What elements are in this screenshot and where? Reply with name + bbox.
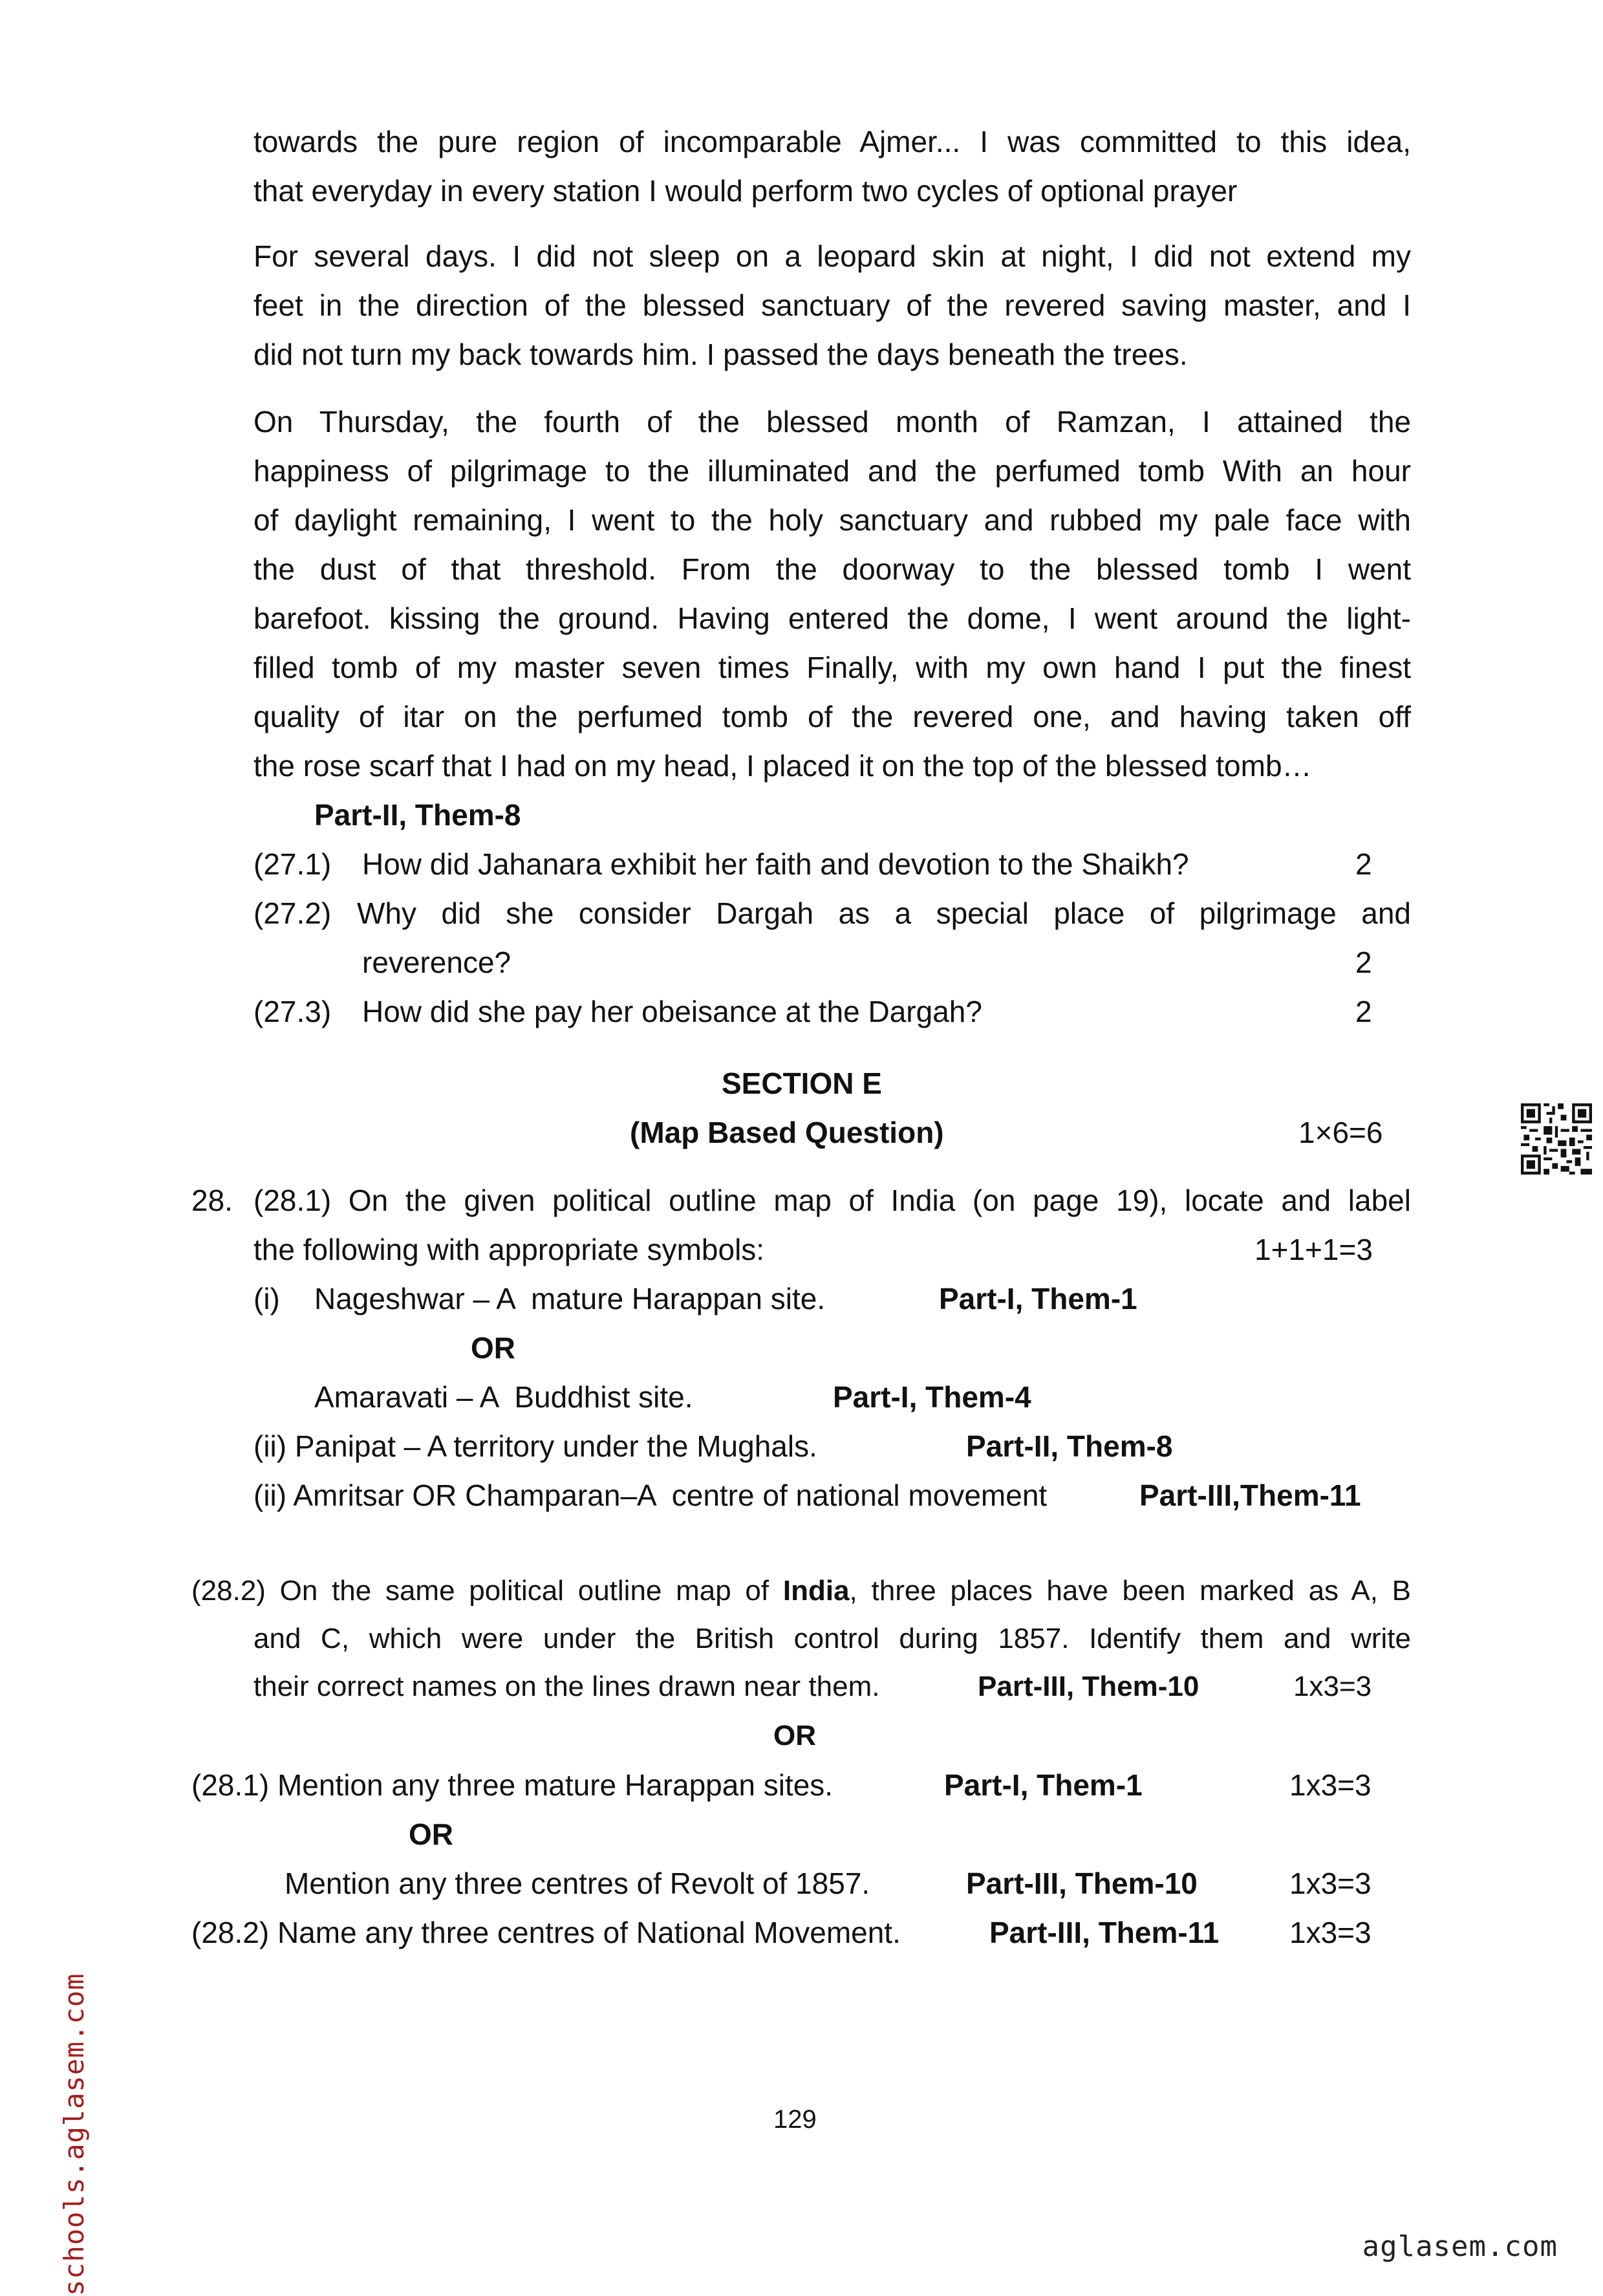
marks: 2: [1355, 946, 1372, 979]
qr-code-icon: [1521, 1103, 1592, 1175]
marks: 1x3=3: [1289, 1768, 1372, 1802]
or-label: OR: [409, 1817, 453, 1851]
passage-line: For several days. I did not sleep on a leopard skin at night, I did not extend my: [253, 239, 1411, 273]
passage-line: feet in the direction of the blessed sanctuary of the revered saving master, and I: [253, 288, 1411, 322]
question-number: (27.3): [253, 995, 332, 1028]
question-number: (27.1): [253, 847, 332, 881]
item-reference: Part-I, Them-4: [833, 1380, 1031, 1414]
passage-reference: Part-II, Them-8: [314, 798, 521, 832]
item-reference: Part-III, Them-10: [966, 1867, 1198, 1900]
item-reference: Part-III,Them-11: [1139, 1478, 1361, 1512]
question-text-emphasis: India: [782, 1575, 850, 1607]
item-reference: Part-I, Them-1: [939, 1282, 1137, 1316]
page-number: 129: [773, 2105, 817, 2134]
item-reference: Part-II, Them-8: [966, 1429, 1173, 1463]
passage-line: the dust of that threshold. From the doorway to the blessed tomb I went: [253, 552, 1411, 586]
item-text: Nageshwar – A mature Harappan site.: [314, 1282, 826, 1316]
question-text: (28.1) On the given political outline map of India (on page 19), locate and label: [253, 1184, 1411, 1217]
passage-line: that everyday in every station I would perform two cycles of optional prayer: [253, 174, 1238, 208]
question-text-continued: the following with appropriate symbols:: [253, 1233, 765, 1266]
marks: 2: [1355, 995, 1372, 1028]
item-text: (ii) Amritsar OR Champaran–A centre of national movement: [253, 1478, 1048, 1512]
bottom-watermark: aglasem.com: [1362, 2230, 1558, 2263]
passage-line: the rose scarf that I had on my head, I placed it on the top of the blessed tomb…: [253, 749, 1312, 783]
side-watermark: schools.aglasem.com: [58, 1973, 90, 2296]
item-number: (i): [253, 1282, 280, 1316]
question-text: (28.1) Mention any three mature Harappan sites.: [191, 1768, 834, 1802]
section-subtitle: (Map Based Question): [630, 1116, 944, 1149]
question-text: [191, 1572, 1411, 1610]
item-text: (ii) Panipat – A territory under the Mughals.: [253, 1429, 817, 1463]
section-title: SECTION E: [722, 1067, 882, 1100]
passage-line: happiness of pilgrimage to the illuminated and the perfumed tomb With an hour: [253, 454, 1411, 488]
question-text-continued: reverence?: [362, 946, 511, 979]
question-text: Why did she consider Dargah as a special place of pilgrimage and: [357, 896, 1411, 930]
marks: 1x3=3: [1289, 1916, 1372, 1949]
marks: 1+1+1=3: [1254, 1233, 1373, 1266]
question-text: How did she pay her obeisance at the Dargah?: [362, 995, 982, 1028]
passage-line: did not turn my back towards him. I passed the days beneath the trees.: [253, 338, 1188, 371]
passage-line: filled tomb of my master seven times Finally, with my own hand I put the finest: [253, 651, 1411, 684]
item-reference: Part-I, Them-1: [944, 1768, 1143, 1802]
question-text-continued: and C, which were under the British control during 1857. Identify them and write: [253, 1623, 1411, 1654]
question-number: (27.2): [253, 896, 332, 930]
question-text: (28.2) Name any three centres of National Movement.: [191, 1916, 901, 1949]
marks: 1x3=3: [1289, 1867, 1372, 1900]
question-text: How did Jahanara exhibit her faith and devotion to the Shaikh?: [362, 847, 1189, 881]
marks: 2: [1355, 847, 1372, 881]
question-text-part: (28.2) On the same political outline map of: [191, 1575, 783, 1607]
passage-line: of daylight remaining, I went to the holy sanctuary and rubbed my pale face with: [253, 503, 1411, 537]
or-label: OR: [773, 1720, 816, 1751]
item-reference: Part-III, Them-11: [989, 1916, 1220, 1949]
marks: 1x3=3: [1293, 1671, 1372, 1702]
question-number: 28.: [191, 1184, 233, 1217]
or-label: OR: [471, 1331, 515, 1365]
question-text: Mention any three centres of Revolt of 1857.: [285, 1867, 870, 1900]
passage-line: On Thursday, the fourth of the blessed month of Ramzan, I attained the: [253, 405, 1411, 439]
item-text: Amaravati – A Buddhist site.: [314, 1380, 693, 1414]
passage-line: towards the pure region of incomparable Ajmer... I was committed to this idea,: [253, 125, 1411, 158]
question-text-part: , three places have been marked as A, B: [849, 1575, 1411, 1607]
question-text-continued: their correct names on the lines drawn near them.: [253, 1671, 880, 1702]
passage-line: quality of itar on the perfumed tomb of the revered one, and having taken off: [253, 700, 1411, 733]
passage-line: barefoot. kissing the ground. Having entered the dome, I went around the light-: [253, 601, 1411, 635]
item-reference: Part-III, Them-10: [978, 1671, 1200, 1702]
section-marks: 1×6=6: [1298, 1116, 1383, 1149]
